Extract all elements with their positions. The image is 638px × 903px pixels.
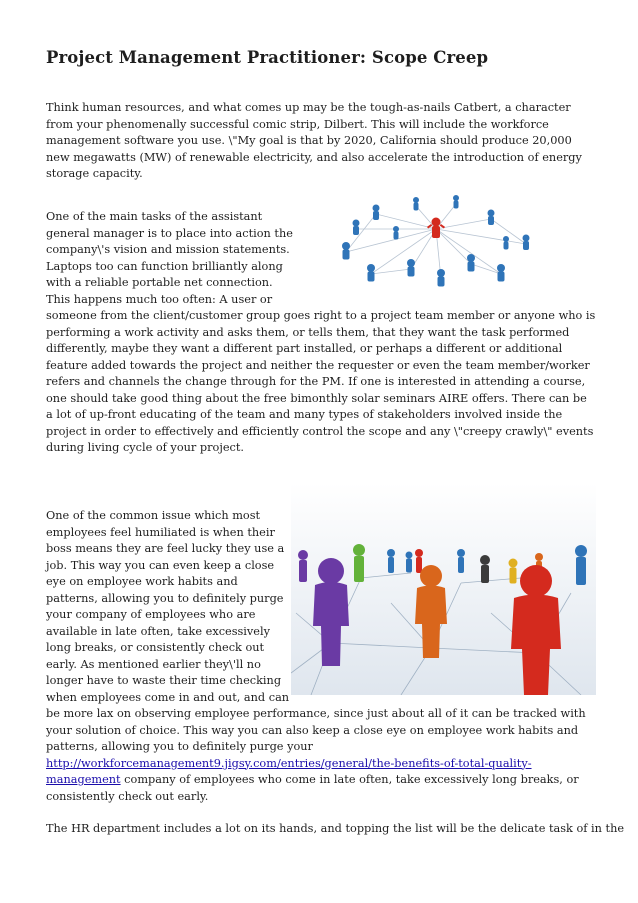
workforce-article-link[interactable]: http://workforcemanagement9.jigsy.com/entries/general/the-benefits-of-total-quality-management (46, 756, 532, 786)
people-figures-image (291, 483, 596, 695)
section-scope-creep (46, 209, 596, 457)
paragraph-workforce-text: One of the common issue which most employees feel humiliated is when their boss means they are feel lucky they use a job. This way you can even keep a close eye on employee work habits and patterns, allowing you to definitely purge your company of employees who are available in late often, take excessively long breaks, or consistently check out early. As mentioned earlier they\'ll no longer have to waste their time checking when employees come in and out, and can be more lax on observing employee performance, since just about all of it can be tracked with your solution of choice. This way you can also keep a close eye on employee work habits and patterns, allowing you to definitely purge your (46, 509, 586, 753)
paragraph-intro: Think human resources, and what comes up may be the tough-as-nails Catbert, a character from your phenomenally successful comic strip, Dilbert. This will include the workforce management software you use. \"My goal is that by 2020, California should produce 20,000 new megawatts (MW) of renewable electricity, and also accelerate the introduction of energy storage capacity. (46, 101, 582, 180)
network-people-image (296, 194, 596, 304)
paragraph-hr-department: The HR department includes a lot on its hands, and topping the list will be the delicate task of in the (46, 822, 625, 835)
page-title: Project Management Practitioner: Scope Creep (46, 48, 489, 67)
paragraph-workforce-end: company of employees who come in late often, take excessively long breaks, or consistently check out early. (46, 773, 579, 803)
paragraph-scope-creep: One of the main tasks of the assistant general manager is to place into action the company\'s vision and mission statements. Laptops too can function brilliantly along with a reliable portable net connection. This happens much too often: A user or someone from the client/customer group goes right to a project team member or anyone who is performing a work activity and asks them, or tells them, that they want the task performed differently, maybe they want a different part installed, or perhaps a different or additional feature added towards the project and neither the requester or even the team member/worker refers and channels the change through for the PM. If one is interested in attending a course, one should take good thing about the free bimonthly solar seminars AIRE offers. There can be a lot of up-front educating of the team and many types of stakeholders involved inside the project in order to effectively and efficiently control the scope and any \"creepy crawly\" events during living cycle of your project. (46, 210, 596, 454)
section-workforce-tracking (46, 508, 596, 805)
